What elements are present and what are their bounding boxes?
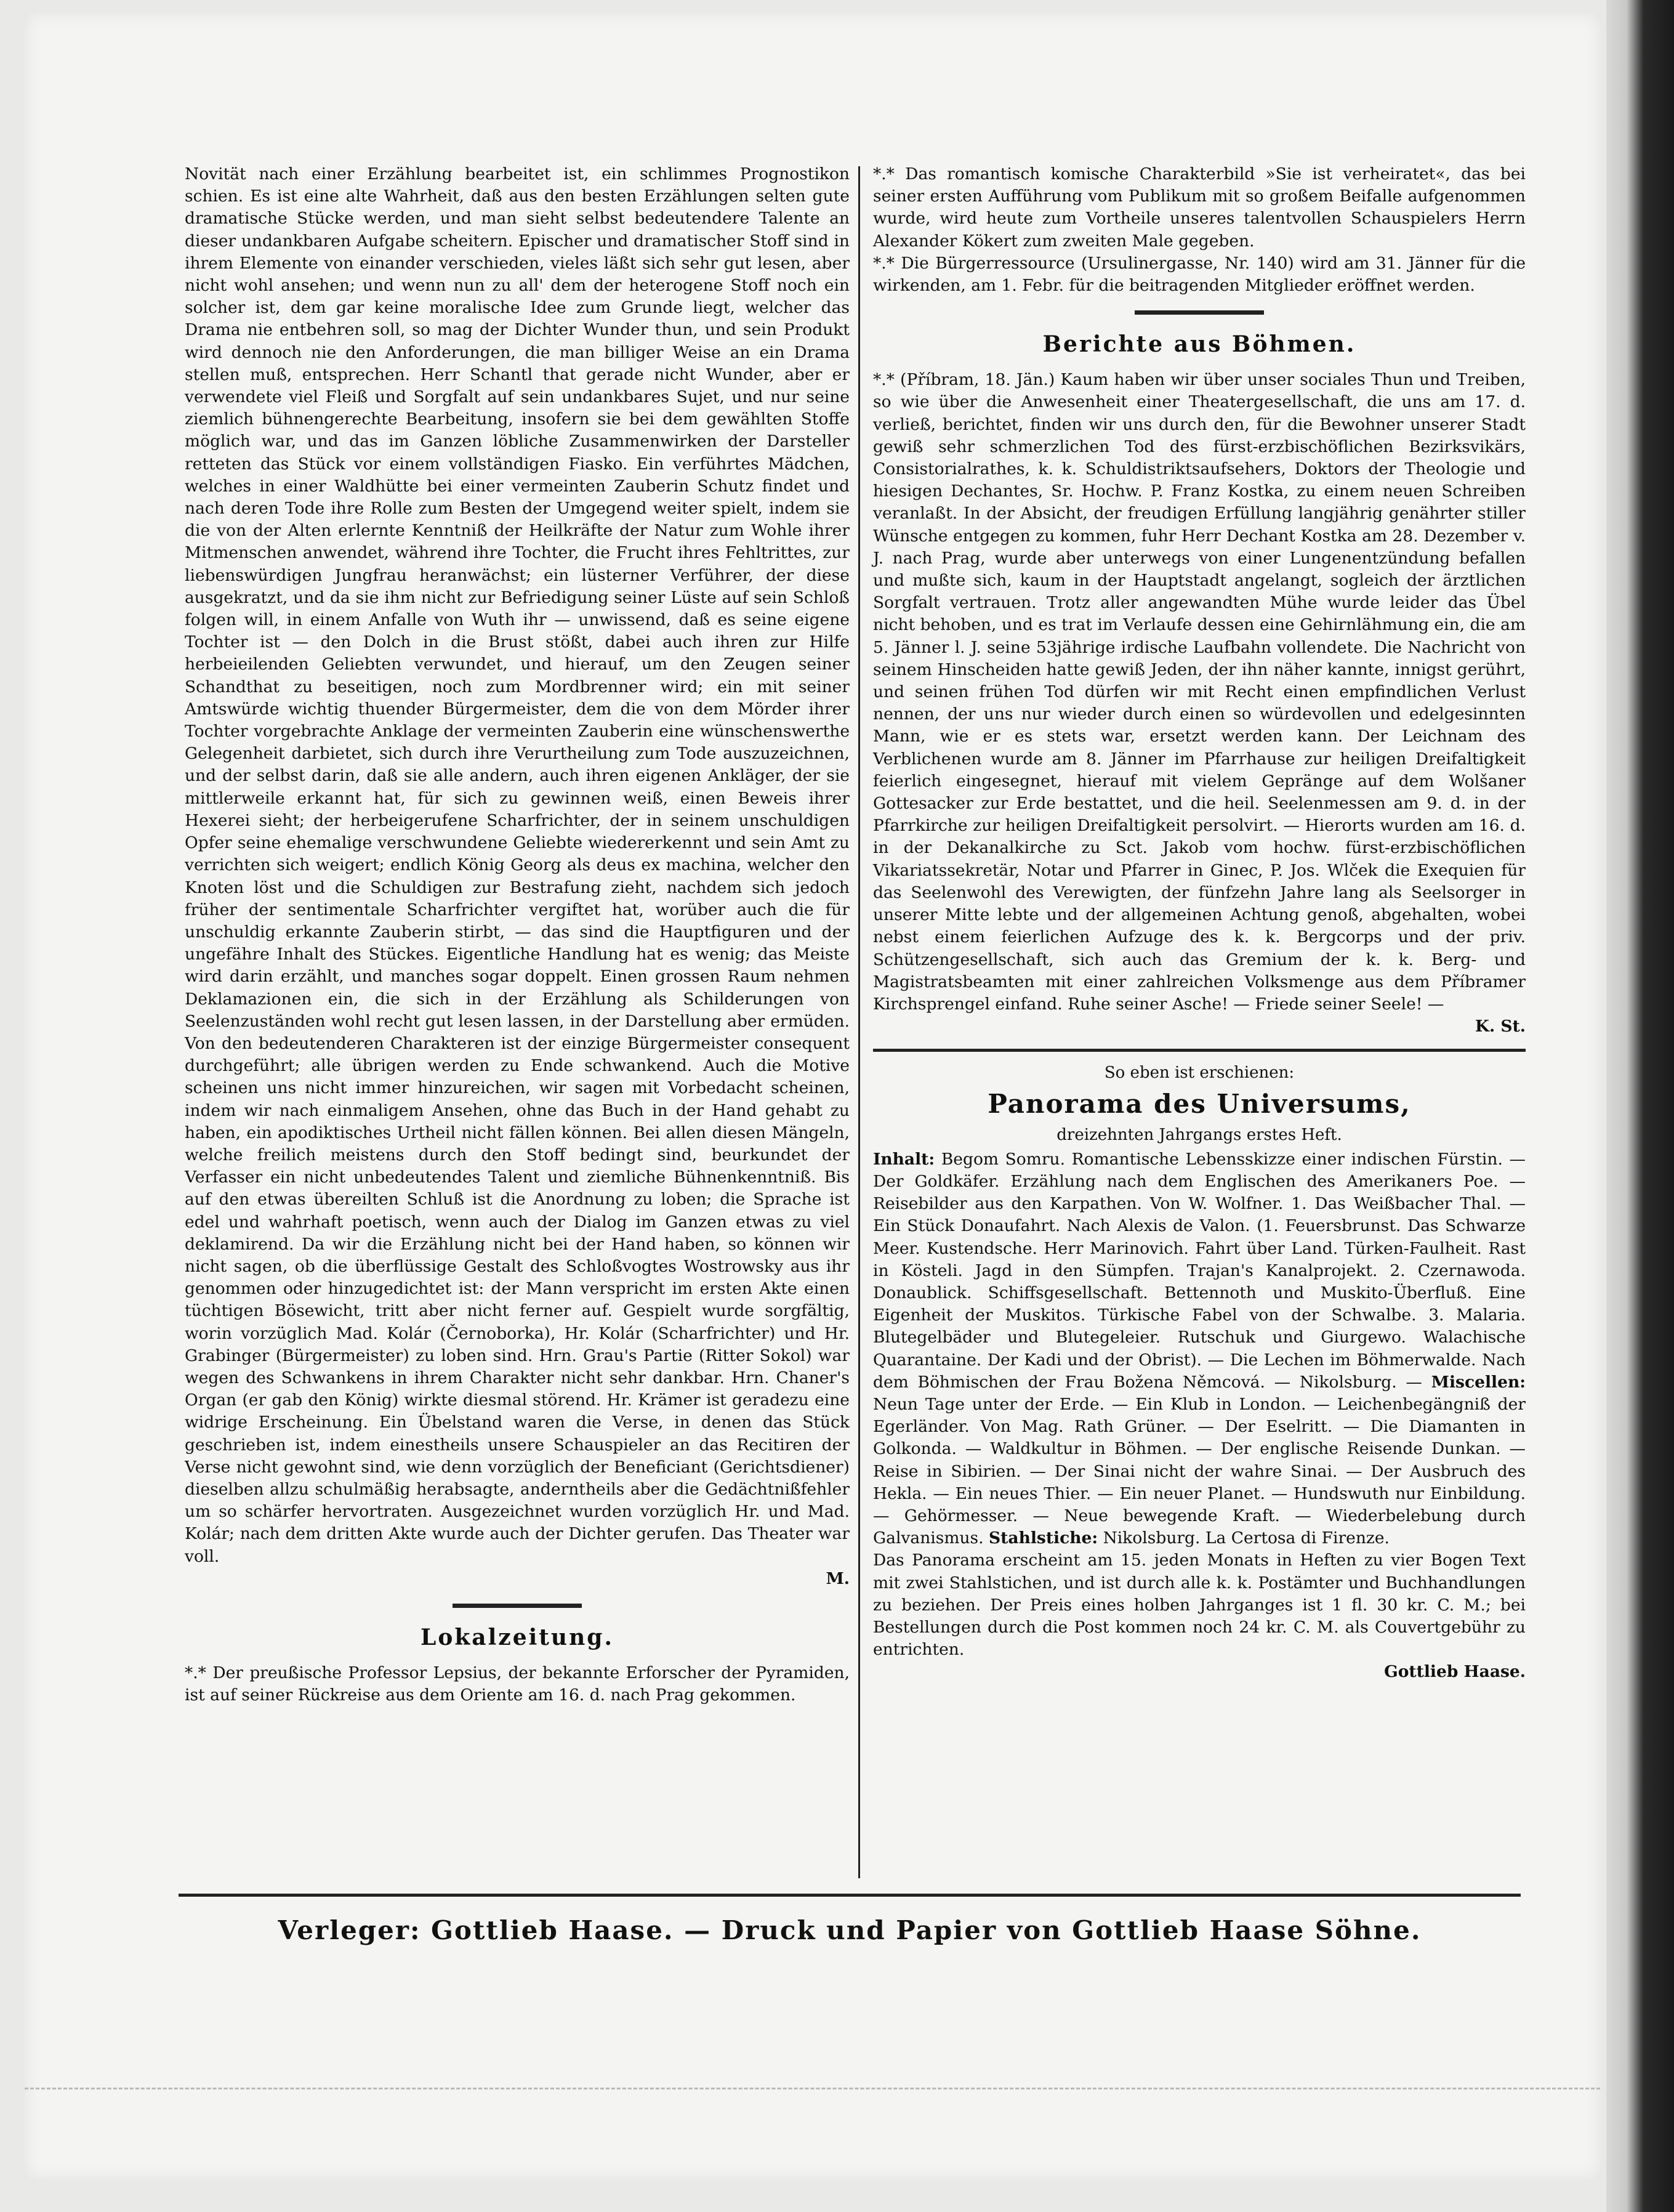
ad-misc-label: Miscellen: — [1431, 1372, 1526, 1392]
ad-misc-text: Neun Tage unter der Erde. — Ein Klub in London. — Leichenbegängniß der Egerländer. Von Mag. Rath Grüner. — Der Eselritt. — Die Diamanten in Golkonda. — Waldkultur in Böhmen. — Der englische Reisende Dunkan. — Reise in Sibirien. — Der Sinai nicht der wahre Sinai. — Der Ausbruch des Hekla. — Ein neues Thier. — Ein neuer Planet. — Hundswuth nur Einbildung. — Gehörmesser. — Neue bewegende Kraft. — Wiederbelebung durch Galvanismus. — [873, 1394, 1526, 1548]
pribram-report-text: *.* (Příbram, 18. Jän.) Kaum haben wir über unser sociales Thun und Treiben, so wie über die Anwesenheit einer Theatergesellschaft, die uns am 17. d. verließ, berichtet, finden wir uns durch den, für die Bewohner unserer Stadt gewiß sehr schmerzlichen Tod des fürst-erzbischöflichen Bezirksvikärs, Consistorialrathes, k. k. Schuldistriktsaufsehers, Doktors der Theologie und hiesigen Dechantes, Sr. Hochw. P. Franz Kostka, zu einem neuen Schreiben veranlaßt. In der Absicht, der freudigen Erfüllung langjährig genährter stiller Wünsche entgegen zu kommen, fuhr Herr Dechant Kostka am 28. Dezember v. J. nach Prag, wurde aber unterwegs von einer Lungenentzündung befallen und mußte sich, kaum in der Hauptstadt angelangt, sogleich der ärztlichen Sorgfalt vertrauen. Trotz aller angewandten Mühe wurde leider das Übel nicht behoben, und es trat im Verlaufe dessen eine Gehirnlähmung ein, die am 5. Jänner l. J. seine 53jährige irdische Laufbahn vollendete. Die Nachricht von seinem Hinscheiden hatte gewiß Jeden, der ihn näher kannte, innigst gerührt, und seinen frühen Tod dürfen wir mit Recht einen empfindlichen Verlust nennen, der uns nur wieder durch einen so würdevollen und edelgesinnten Mann, wie er es stets war, ersetzt werden kann. Der Leichnam des Verblichenen wurde am 8. Jänner im Pfarrhause zur heiligen Dreifaltigkeit feierlich eingesegnet, hierauf mit vielem Gepränge auf dem Wolšaner Gottesacker zur Erde bestattet, und die heil. Seelenmessen am 9. d. in der Pfarrkirche zur heiligen Dreifaltigkeit persolvirt. — Hierorts wurden am 16. d. in der Dekanalkirche zu Sct. Jakob vom hochw. fürst-erzbischöflichen Vikariatssekretär, Notar und Pfarrer in Ginec, P. Jos. Wlček die Exequien für das Seelenwohl des Verewigten, der fünfzehn Jahre lang als Seelsorger in unserer Mitte lebte und der allgemeinen Achtung genoß, abgehalten, wobei nebst einem feierlichen Aufzuge des k. k. Bergcorps und der priv. Schützengesellschaft, sich auch das Gremium der k. k. Berg- und Magistratsbeamten mit einer zahlreichen Volksmenge aus dem Příbramer Kirchsprengel einfand. Ruhe seiner Asche! — Friede seiner Seele! — — [873, 370, 1526, 1014]
ad-plates-text: Nikolsburg. La Certosa di Firenze. — [1103, 1528, 1390, 1548]
section-divider — [1135, 310, 1264, 315]
ressource-notice: *.* Die Bürgerressource (Ursulinergasse, Nr. 140) wird am 31. Jänner für die wirkenden, am 1. Febr. für die beitragenden Mitglieder eröffnet werden. — [873, 253, 1526, 296]
scan-binding-edge — [1606, 0, 1674, 2212]
imprint-footer: Verleger: Gottlieb Haase. — Druck und Papier von Gottlieb Haase Söhne. — [278, 1915, 1422, 1945]
footer-rule-top — [179, 1894, 1521, 1897]
ad-publisher: Gottlieb Haase. — [1384, 1662, 1526, 1682]
ad-title: Panorama des Universums, — [988, 1088, 1411, 1119]
ad-intro: So eben ist erschienen: — [1104, 1064, 1295, 1083]
review-signature: M. — [826, 1568, 850, 1588]
section-divider — [453, 1604, 582, 1608]
ad-subtitle: dreizehnten Jahrgangs erstes Heft. — [1056, 1125, 1342, 1144]
theater-notice: *.* Das romantisch komische Charakterbild »Sie ist verheiratet«, das bei seiner ersten Aufführung vom Publikum mit so großem Beifalle aufgenommen wurde, wird heute zum Vortheile unseres talentvollen Schauspielers Herrn Alexander Kökert zum zweiten Male gegeben. — [873, 164, 1526, 251]
advertisement-rule — [873, 1049, 1526, 1052]
ad-terms: Das Panorama erscheint am 15. jeden Monats in Heften zu vier Bogen Text mit zwei Stahlstichen, und ist durch alle k. k. Postämter und Buchhandlungen zu beziehen. Der Preis eines holben Jahrganges ist 1 fl. 30 kr. C. M.; bei Bestellungen durch die Post kommen noch 24 kr. C. M. als Couvertgebühr zu entrichten. — [873, 1551, 1526, 1660]
left-column — [185, 163, 850, 1706]
local-news-item: *.* Der preußische Professor Lepsius, der bekannte Erforscher der Pyramiden, ist auf seiner Rückreise aus dem Oriente am 16. d. nach Prag gekommen. — [185, 1663, 850, 1705]
ad-contents-text: Begom Somru. Romantische Lebensskizze einer indischen Fürstin. — Der Goldkäfer. Erzählung nach dem Englischen des Amerikaners Poe. — Reisebilder aus den Karpathen. Von W. Wolfner. 1. Das Weißbacher Thal. — Ein Stück Donaufahrt. Nach Alexis de Valon. (1. Feuersbrunst. Das Schwarze Meer. Kustendsche. Herr Marinovich. Fahrt über Land. Türken-Faulheit. Rast in Kösteli. Jagd in den Sümpfen. Trajan's Kanalprojekt. 2. Czernawoda. Donaublick. Schiffsgesellschaft. Bettennoth und Muskito-Überfluß. Eine Eigenheit der Muskitos. Türkische Fabel von der Schwalbe. 3. Malaria. Blutegelbäder und Blutegeleier. Rutschuk und Giurgewo. Walachische Quarantaine. Der Kadi und der Obrist). — Die Lechen im Böhmerwalde. Nach dem Böhmischen der Frau Božena Němcová. — Nikolsburg. — — [873, 1149, 1526, 1392]
bohemia-reports-heading: Berichte aus Böhmen. — [1042, 331, 1356, 358]
column-divider — [858, 166, 860, 1878]
report-signature: K. St. — [1475, 1017, 1526, 1036]
ad-contents-label: Inhalt: — [873, 1149, 935, 1169]
ad-contents — [873, 1148, 1526, 1550]
ad-plates-label: Stahlstiche: — [989, 1528, 1098, 1548]
theater-review-text: Novität nach einer Erzählung bearbeitet ist, ein schlimmes Prognostikon schien. Es ist eine alte Wahrheit, daß aus den besten Erzählungen selten gute dramatische Stücke werden, und man sieht selbst bedeutendere Talente an dieser undankbaren Aufgabe scheitern. Epischer und dramatischer Stoff sind in ihrem Elemente von einander verschieden, vieles läßt sich sehr gut lesen, aber nicht wohl ansehen; und wenn nun zu all' dem der heterogene Stoff noch ein solcher ist, dem gar keine moralische Idee zum Grunde liegt, welcher das Drama nie entbehren soll, so mag der Dichter Wunder thun, und sein Produkt wird dennoch nie den Anforderungen, die man billiger Weise an ein Drama stellen muß, entsprechen. Herr Schantl that gerade nicht Wunder, aber er verwendete viel Fleiß und Sorgfalt auf sein undankbares Sujet, und nur seine ziemlich bühnengerechte Bearbeitung, insofern sie bei dem gewählten Stoffe möglich war, und das im Ganzen löbliche Zusammenwirken der Darsteller retteten das Stück vor einem vollständigen Fiasko. Ein verführtes Mädchen, welches in einer Waldhütte bei einer vermeinten Zauberin Schutz findet und nach deren Tode ihre Rolle zum Besten der Umgegend weiter spielt, indem sie die von der Alten erlernte Kenntniß der Heilkräfte der Natur zum Wohle ihrer Mitmenschen anwendet, während ihre Tochter, die Frucht ihres Fehltrittes, zur liebenswürdigen Jungfrau heranwächst; ein lüsterner Verführer, der diese ausgekratzt, und da sie ihm nicht zur Befriedigung seiner Lüste auf sein Schloß folgen will, in einem Anfalle von Wuth ihr — unwissend, daß es seine eigene Tochter ist — den Dolch in die Brust stößt, dabei auch ihren zur Hilfe herbeieilenden Geliebten verwundet, und hierauf, um den Zeugen seiner Schandthat zu beseitigen, noch zum Mordbrenner wird; ein mit seiner Amtswürde wichtig thuender Bürgermeister, dem die von dem Mörder ihrer Tochter vorgebrachte Anklage der vermeinten Zauberin eine wünschenswerthe Gelegenheit darbietet, sich durch ihre Verurtheilung zum Tode auszuzeichnen, und der selbst darin, daß sie alle andern, auch ihren eigenen Ankläger, der sie mittlerweile erkannt hat, für sich zu gewinnen weiß, einen Beweis ihrer Hexerei sieht; der herbeigerufene Scharfrichter, der in seinem unschuldigen Opfer seine ehemalige verschwundene Geliebte wiedererkennt und sein Amt zu verrichten sich weigert; endlich König Georg als deus ex machina, welcher den Knoten löst und die Schuldigen zur Bestrafung zieht, nachdem sich jedoch früher der sentimentale Scharfrichter vergiftet hat, worüber auch die für unschuldig erkannte Zauberin stirbt, — das sind die Hauptfiguren und der ungefähre Inhalt des Stückes. Eigentliche Handlung hat es wenig; das Meiste wird darin erzählt, und manches sogar doppelt. Einen grossen Raum nehmen Deklamazionen ein, die sich in der Erzählung als Schilderungen von Seelenzuständen wohl recht gut lesen lassen, in der Darstellung aber ermüden. Von den bedeutenderen Charakteren ist der einzige Bürgermeister consequent durchgeführt; alle übrigen werden zu Ende schwankend. Auch die Motive scheinen uns nicht immer hinzureichen, wir sagen mit Vorbedacht scheinen, indem wir nach einmaligem Ansehen, ohne das Buch in der Hand gehabt zu haben, ein apodiktisches Urtheil nicht fällen können. Bei allen diesen Mängeln, welche freilich meistens durch den Stoff bedingt sind, beurkundet der Verfasser ein nicht unbedeutendes Talent und ziemliche Bühnenkenntniß. Bis auf den etwas übereilten Schluß ist die Anordnung zu loben; die Sprache ist edel und wahrhaft poetisch, wenn auch der Dialog im Ganzen etwas zu viel deklamirend. Da wir die Erzählung nicht bei der Hand haben, so können wir nicht sagen, ob die überflüssige Gestalt des Schloßvogtes Wostrowsky aus ihr genommen oder hinzugedichtet ist: der Mann verspricht im ersten Akte einen tüchtigen Bösewicht, tritt aber nicht ferner auf. Gespielt wurde sorgfältig, worin vorzüglich Mad. Kolár (Černoborka), Hr. Kolár (Scharfrichter) und Hr. Grabinger (Bürgermeister) zu loben sind. Hrn. Grau's Partie (Ritter Sokol) war wegen des Schwankens in ihrem Charakter nicht sehr dankbar. Hrn. Chaner's Organ (er gab den König) wirkte diesmal störend. Hr. Krämer ist geradezu eine widrige Erscheinung. Ein Übelstand waren die Verse, in denen das Stück geschrieben ist, indem einestheils unsere Schauspieler an das Recitiren der Verse nicht gewohnt sind, wie denn vorzüglich der Beneficiant (Gerichtsdiener) dieselben allzu schulmäßig herabsagte, anderntheils aber die Gedächtnißfehler um so schärfer hervortraten. Ausgezeichnet wurden vorzüglich Hr. und Mad. Kolár; nach dem dritten Akte wurde auch der Dichter gerufen. Das Theater war voll. — [185, 164, 850, 1566]
right-column — [873, 163, 1526, 1684]
local-news-heading: Lokalzeitung. — [421, 1625, 614, 1650]
torn-page-edge — [25, 2088, 1600, 2096]
